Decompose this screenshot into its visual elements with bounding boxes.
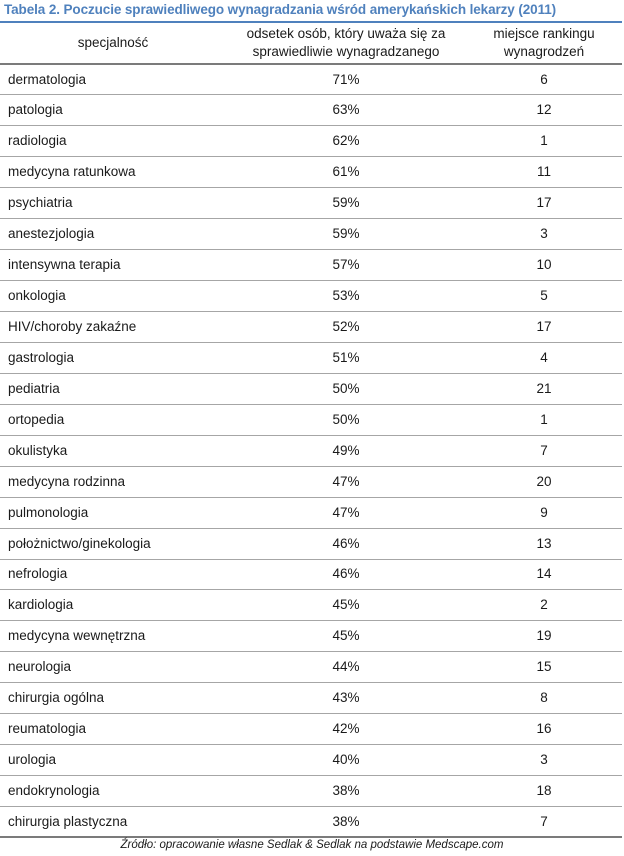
specialty-cell: onkologia	[0, 281, 226, 312]
table-row	[0, 683, 622, 714]
percent-cell: 45%	[226, 590, 466, 621]
rank-cell: 1	[466, 404, 622, 435]
percent-cell: 46%	[226, 559, 466, 590]
specialty-cell: HIV/choroby zakaźne	[0, 312, 226, 343]
rank-cell: 11	[466, 157, 622, 188]
rank-cell: 14	[466, 559, 622, 590]
percent-cell: 52%	[226, 312, 466, 343]
specialty-cell: radiologia	[0, 126, 226, 157]
rank-cell: 13	[466, 528, 622, 559]
percent-cell: 50%	[226, 373, 466, 404]
percent-cell: 59%	[226, 188, 466, 219]
table-row	[0, 590, 622, 621]
specialty-cell: chirurgia plastyczna	[0, 807, 226, 838]
source-note: Źródło: opracowanie własne Sedlak & Sedlak na podstawie Medscape.com	[120, 839, 504, 851]
percent-cell: 38%	[226, 807, 466, 838]
specialty-cell: anestezjologia	[0, 219, 226, 250]
rank-cell: 17	[466, 188, 622, 219]
table-row	[0, 404, 622, 435]
percent-cell: 51%	[226, 342, 466, 373]
specialty-cell: medycyna wewnętrzna	[0, 621, 226, 652]
percent-cell: 45%	[226, 621, 466, 652]
table-row	[0, 281, 622, 312]
specialty-cell: urologia	[0, 745, 226, 776]
percent-cell: 43%	[226, 683, 466, 714]
percent-cell: 47%	[226, 497, 466, 528]
rank-cell: 3	[466, 745, 622, 776]
rank-cell: 18	[466, 776, 622, 807]
percent-cell: 47%	[226, 466, 466, 497]
percent-cell: 63%	[226, 95, 466, 126]
table-row	[0, 559, 622, 590]
rank-cell: 2	[466, 590, 622, 621]
table-row	[0, 250, 622, 281]
percent-cell: 50%	[226, 404, 466, 435]
specialty-cell: okulistyka	[0, 435, 226, 466]
specialty-cell: ortopedia	[0, 404, 226, 435]
rank-cell: 17	[466, 312, 622, 343]
rank-cell: 8	[466, 683, 622, 714]
rank-cell: 3	[466, 219, 622, 250]
specialty-cell: reumatologia	[0, 714, 226, 745]
percent-cell: 59%	[226, 219, 466, 250]
percent-cell: 57%	[226, 250, 466, 281]
percent-cell: 53%	[226, 281, 466, 312]
specialty-cell: kardiologia	[0, 590, 226, 621]
percent-cell: 38%	[226, 776, 466, 807]
table-row	[0, 435, 622, 466]
rank-cell: 6	[466, 64, 622, 95]
rank-cell: 16	[466, 714, 622, 745]
table-row	[0, 373, 622, 404]
percent-cell: 42%	[226, 714, 466, 745]
rank-cell: 9	[466, 497, 622, 528]
specialty-cell: położnictwo/ginekologia	[0, 528, 226, 559]
specialty-cell: medycyna ratunkowa	[0, 157, 226, 188]
salary-fairness-table	[0, 21, 622, 838]
table-row	[0, 652, 622, 683]
percent-cell: 61%	[226, 157, 466, 188]
table-title: Tabela 2. Poczucie sprawiedliwego wynagradzania wśród amerykańskich lekarzy (2011)	[4, 2, 557, 17]
rank-cell: 7	[466, 435, 622, 466]
specialty-cell: pulmonologia	[0, 497, 226, 528]
table-row	[0, 95, 622, 126]
table-row	[0, 807, 622, 838]
table-row	[0, 528, 622, 559]
percent-cell: 44%	[226, 652, 466, 683]
percent-cell: 40%	[226, 745, 466, 776]
rank-cell: 1	[466, 126, 622, 157]
table-row	[0, 466, 622, 497]
rank-cell: 5	[466, 281, 622, 312]
percent-cell: 49%	[226, 435, 466, 466]
table-header-row	[0, 22, 622, 64]
table-row	[0, 776, 622, 807]
rank-cell: 21	[466, 373, 622, 404]
specialty-cell: intensywna terapia	[0, 250, 226, 281]
table-row	[0, 157, 622, 188]
specialty-cell: dermatologia	[0, 64, 226, 95]
table-row	[0, 64, 622, 95]
specialty-cell: medycyna rodzinna	[0, 466, 226, 497]
header-rank: miejsce rankingu wynagrodzeń	[466, 22, 622, 64]
rank-cell: 12	[466, 95, 622, 126]
table-row	[0, 126, 622, 157]
table-body	[0, 64, 622, 837]
specialty-cell: neurologia	[0, 652, 226, 683]
percent-cell: 46%	[226, 528, 466, 559]
table-row	[0, 342, 622, 373]
header-percent: odsetek osób, który uważa się za sprawiedliwie wynagradzanego	[226, 22, 466, 64]
specialty-cell: pediatria	[0, 373, 226, 404]
table-row	[0, 714, 622, 745]
specialty-cell: chirurgia ogólna	[0, 683, 226, 714]
rank-cell: 7	[466, 807, 622, 838]
header-specialty: specjalność	[0, 22, 226, 64]
rank-cell: 15	[466, 652, 622, 683]
specialty-cell: endokrynologia	[0, 776, 226, 807]
specialty-cell: gastrologia	[0, 342, 226, 373]
table-row	[0, 188, 622, 219]
table-row	[0, 621, 622, 652]
specialty-cell: psychiatria	[0, 188, 226, 219]
specialty-cell: nefrologia	[0, 559, 226, 590]
rank-cell: 4	[466, 342, 622, 373]
table-row	[0, 745, 622, 776]
table-row	[0, 312, 622, 343]
specialty-cell: patologia	[0, 95, 226, 126]
percent-cell: 71%	[226, 64, 466, 95]
rank-cell: 20	[466, 466, 622, 497]
rank-cell: 10	[466, 250, 622, 281]
table-row	[0, 497, 622, 528]
table-row	[0, 219, 622, 250]
percent-cell: 62%	[226, 126, 466, 157]
rank-cell: 19	[466, 621, 622, 652]
